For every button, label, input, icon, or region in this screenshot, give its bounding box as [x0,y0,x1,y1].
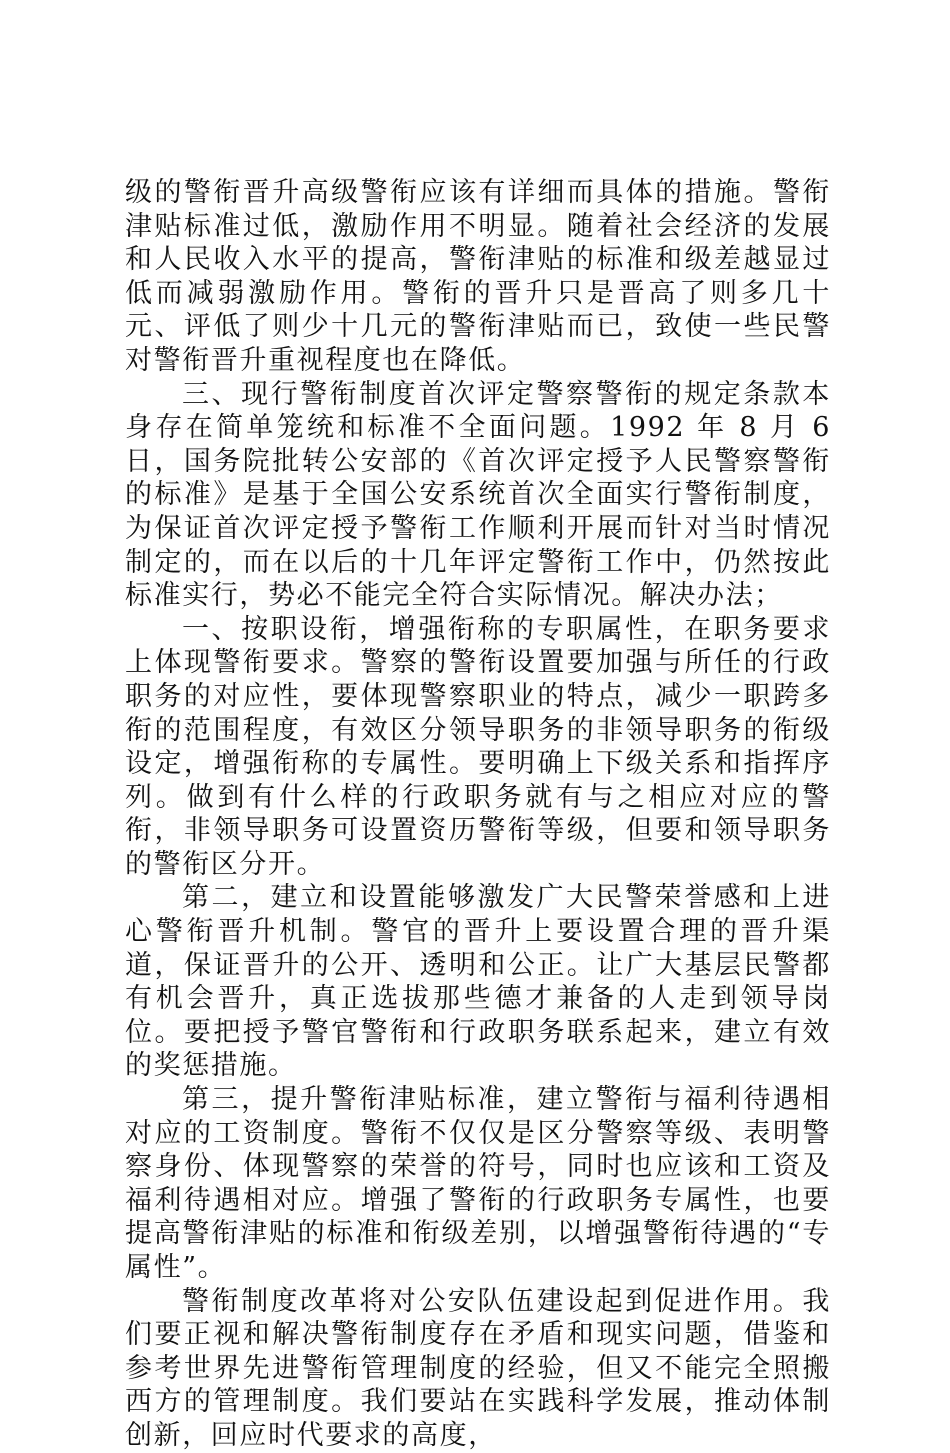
paragraph-continuation: 级的警衔晋升高级警衔应该有详细而具体的措施。警衔津贴标准过低，激励作用不明显。随着社会经济的发展和人民收入水平的提高，警衔津贴的标准和级差越显过低而减弱激励作用。警衔的晋升只是晋高了则多几十元、评低了则少十几元的警衔津贴而已，致使一些民警对警衔晋升重视程度也在降低。 [125,177,831,376]
paragraph-solution-three: 第三，提升警衔津贴标准，建立警衔与福利待遇相对应的工资制度。警衔不仅仅是区分警察等级、表明警察身份、体现警察的荣誉的符号，同时也应该和工资及福利待遇相对应。增强了警衔的行政职务专属性，也要提高警衔津贴的标准和衔级差别，以增强警衔待遇的“专属性”。 [125,1084,831,1283]
paragraph-solution-two: 第二，建立和设置能够激发广大民警荣誉感和上进心警衔晋升机制。警官的晋升上要设置合理的晋升渠道，保证晋升的公开、透明和公正。让广大基层民警都有机会晋升，真正选拔那些德才兼备的人走到领导岗位。要把授予警官警衔和行政职务联系起来，建立有效的奖惩措施。 [125,882,831,1082]
paragraph-conclusion: 警衔制度改革将对公安队伍建设起到促进作用。我们要正视和解决警衔制度存在矛盾和现实问题，借鉴和参考世界先进警衔管理制度的经验，但又不能完全照搬西方的管理制度。我们要站在实践科学发展，推动体制创新，回应时代要求的高度， [125,1285,831,1451]
paragraph-problem-three: 三、现行警衔制度首次评定警察警衔的规定条款本身存在简单笼统和标准不全面问题。1992 年 8 月 6 日，国务院批转公安部的《首次评定授予人民警察警衔的标准》是基于全国公安系统首次全面实行警衔制度，为保证首次评定授予警衔工作顺利开展而针对当时情况制定的，而在以后的十几年评定警衔工作中，仍然按此标准实行，势必不能完全符合实际情况。解决办法； [125,378,831,612]
paragraph-solution-one: 一、按职设衔，增强衔称的专职属性，在职务要求上体现警衔要求。警察的警衔设置要加强与所任的行政职务的对应性，要体现警察职业的特点，减少一职跨多衔的范围程度，有效区分领导职务的非领导职务的衔级设定，增强衔称的专属性。要明确上下级关系和指挥序列。做到有什么样的行政职务就有与之相应对应的警衔，非领导职务可设置资历警衔等级，但要和领导职务的警衔区分开。 [125,613,831,880]
document-body [125,176,831,1453]
